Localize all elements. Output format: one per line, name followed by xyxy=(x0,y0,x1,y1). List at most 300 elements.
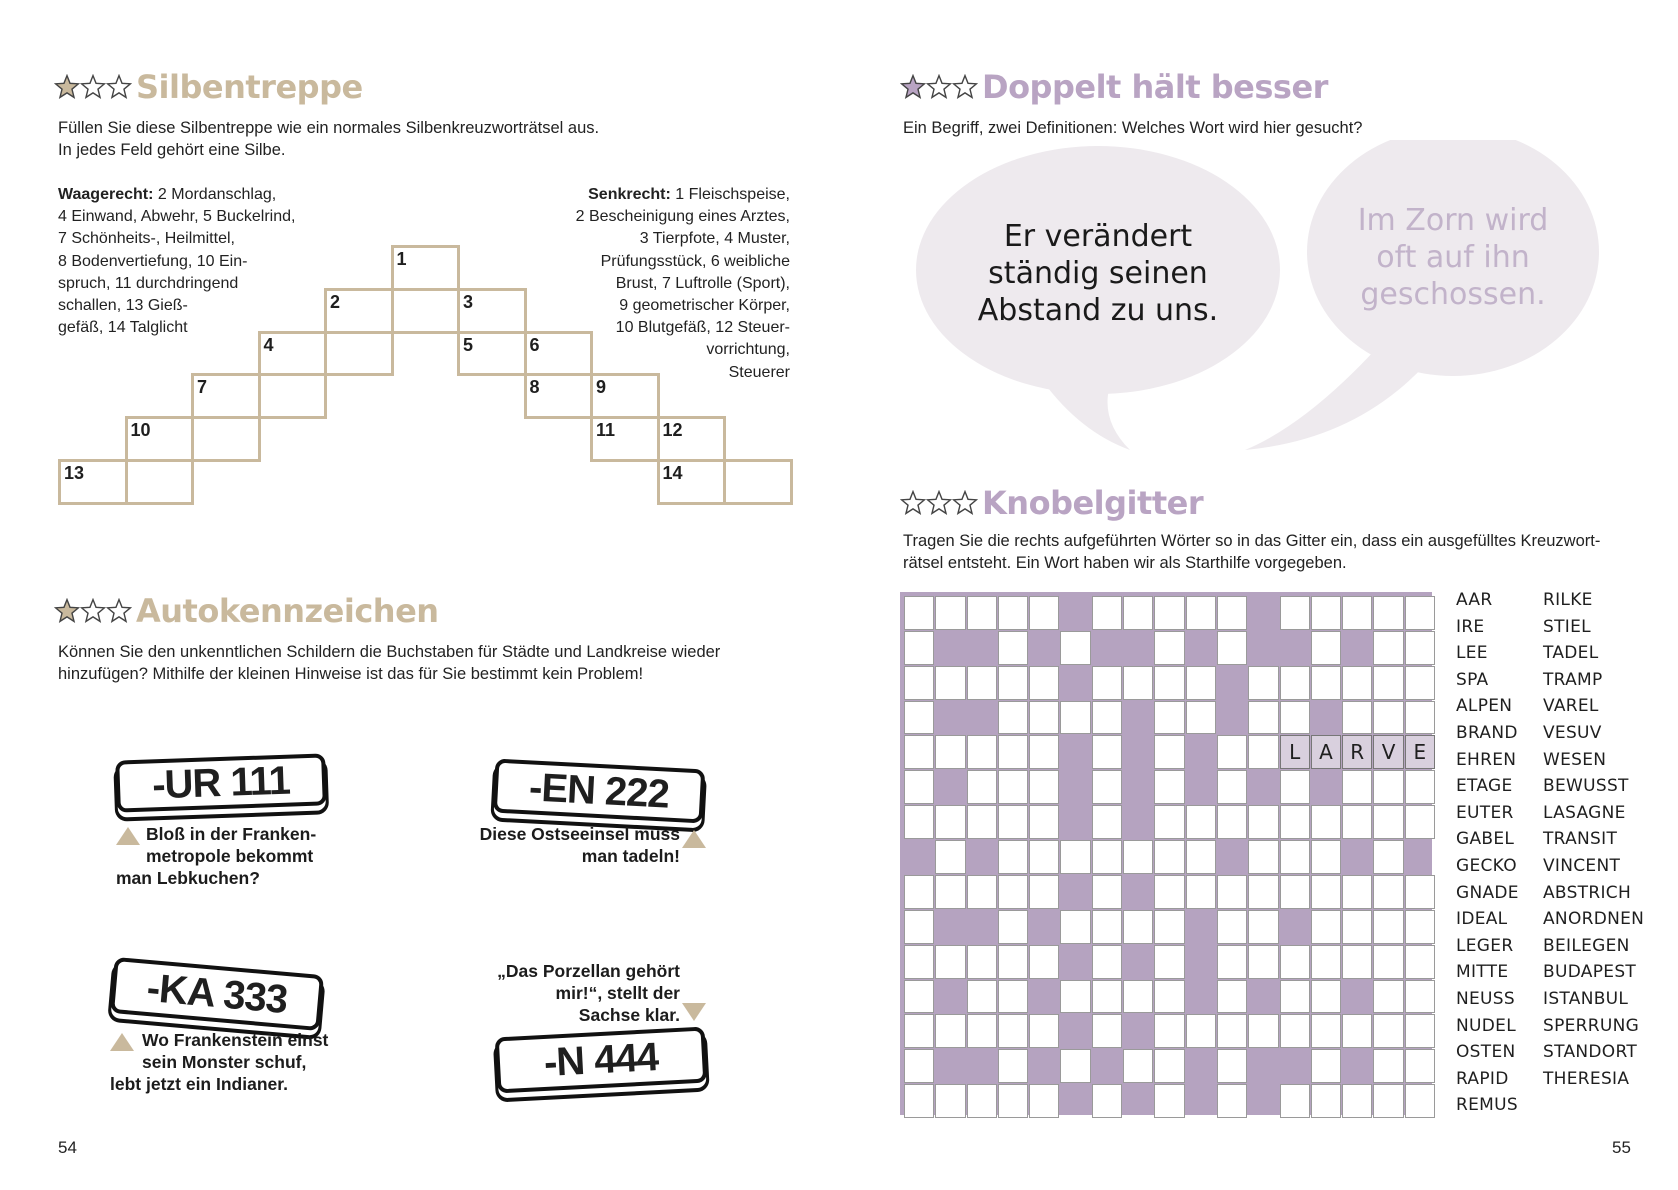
grid-cell[interactable] xyxy=(1405,666,1435,700)
grid-cell[interactable] xyxy=(1029,770,1059,804)
grid-cell[interactable] xyxy=(1248,910,1278,944)
grid-cell[interactable] xyxy=(998,1084,1028,1118)
grid-cell[interactable] xyxy=(1405,875,1435,909)
intro-line: hinzufügen? Mithilfe der kleinen Hinweise ist das für Sie bestimmt kein Problem! xyxy=(58,665,644,683)
grid-cell[interactable] xyxy=(1248,805,1278,839)
plate-text: -EN 222 xyxy=(528,764,670,817)
grid-cell[interactable] xyxy=(1217,875,1247,909)
stair-cell-number: 1 xyxy=(396,249,407,269)
grid-cell[interactable] xyxy=(1373,980,1403,1014)
grid-cell[interactable] xyxy=(1405,770,1435,804)
grid-cell[interactable] xyxy=(904,875,934,909)
grid-cell[interactable] xyxy=(967,875,997,909)
grid-cell-given: L xyxy=(1280,735,1310,769)
section-title: Doppelt hält besser xyxy=(982,68,1328,106)
grid-cell[interactable] xyxy=(1373,666,1403,700)
grid-cell[interactable] xyxy=(1154,1049,1184,1083)
stair-cell-number: 13 xyxy=(64,463,85,483)
grid-cell[interactable] xyxy=(1405,1084,1435,1118)
word-item: STANDORT xyxy=(1543,1042,1638,1063)
grid-cell[interactable] xyxy=(1186,805,1216,839)
clue-line: vorrichtung, xyxy=(706,341,790,359)
grid-cell[interactable] xyxy=(1373,805,1403,839)
grid-cell[interactable] xyxy=(1123,1049,1153,1083)
word-item: RILKE xyxy=(1543,590,1593,610)
license-plate-2 xyxy=(493,759,706,824)
grid-cell[interactable] xyxy=(935,1084,965,1118)
grid-cell[interactable] xyxy=(1092,805,1122,839)
grid-cell[interactable] xyxy=(998,701,1028,735)
grid-cell[interactable] xyxy=(1373,1049,1403,1083)
word-item: BEILEGEN xyxy=(1543,935,1630,956)
grid-cell[interactable] xyxy=(1405,980,1435,1014)
plate-text: -UR 111 xyxy=(151,758,291,807)
grid-cell[interactable] xyxy=(1092,840,1122,874)
grid-cell[interactable] xyxy=(1248,666,1278,700)
grid-cell[interactable] xyxy=(1373,631,1403,665)
word-item: IRE xyxy=(1456,616,1485,637)
grid-cell[interactable] xyxy=(1280,1084,1310,1118)
grid-cell[interactable] xyxy=(1092,980,1122,1014)
grid-cell[interactable] xyxy=(1217,945,1247,979)
knobelgitter-heading xyxy=(900,484,1203,522)
word-item: EHREN xyxy=(1456,749,1517,770)
grid-cell[interactable] xyxy=(904,666,934,700)
grid-cell[interactable] xyxy=(1092,875,1122,909)
grid-cell[interactable] xyxy=(904,631,934,665)
grid-cell[interactable] xyxy=(1342,875,1372,909)
grid-cell[interactable] xyxy=(1154,1084,1184,1118)
intro-line: In jedes Feld gehört eine Silbe. xyxy=(58,141,286,159)
grid-cell[interactable] xyxy=(1186,875,1216,909)
stair-cell[interactable] xyxy=(723,459,793,505)
grid-cell[interactable] xyxy=(1248,875,1278,909)
grid-cell[interactable] xyxy=(904,735,934,769)
waagerecht-clues xyxy=(58,184,341,339)
grid-cell[interactable] xyxy=(1029,805,1059,839)
grid-cell[interactable] xyxy=(1311,910,1341,944)
grid-cell[interactable] xyxy=(998,1049,1028,1083)
grid-cell[interactable] xyxy=(935,666,965,700)
grid-cell[interactable] xyxy=(1029,945,1059,979)
grid-cell[interactable] xyxy=(1342,1014,1372,1048)
grid-cell[interactable] xyxy=(1092,666,1122,700)
hint-line: lebt jetzt ein Indianer. xyxy=(110,1074,288,1094)
grid-cell[interactable] xyxy=(967,770,997,804)
grid-cell[interactable] xyxy=(1154,910,1184,944)
grid-cell[interactable] xyxy=(1060,840,1090,874)
grid-cell[interactable] xyxy=(1342,910,1372,944)
grid-cell[interactable] xyxy=(967,805,997,839)
clue-line: 2 Mordanschlag, xyxy=(157,186,277,203)
grid-cell[interactable] xyxy=(1280,875,1310,909)
grid-cell[interactable] xyxy=(904,910,934,944)
hint-line: mir!“, stellt der xyxy=(555,983,680,1003)
grid-cell[interactable] xyxy=(1373,1014,1403,1048)
grid-cell[interactable] xyxy=(1217,1014,1247,1048)
grid-cell[interactable] xyxy=(1248,1014,1278,1048)
license-plate-4 xyxy=(495,1027,708,1094)
grid-cell[interactable] xyxy=(1280,840,1310,874)
grid-cell[interactable] xyxy=(967,666,997,700)
word-item: BEWUSST xyxy=(1543,776,1629,797)
word-item: WESEN xyxy=(1543,749,1607,770)
grid-cell[interactable] xyxy=(1217,980,1247,1014)
word-item: THERESIA xyxy=(1543,1068,1630,1089)
grid-cell[interactable] xyxy=(1029,666,1059,700)
grid-cell[interactable] xyxy=(998,666,1028,700)
grid-cell[interactable] xyxy=(1186,1014,1216,1048)
grid-cell[interactable] xyxy=(1280,945,1310,979)
stair-cell-number: 14 xyxy=(662,463,683,483)
intro-line: rätsel entsteht. Ein Wort haben wir als Starthilfe vorgegeben. xyxy=(903,554,1347,572)
grid-cell[interactable] xyxy=(1280,770,1310,804)
stair-cell[interactable] xyxy=(191,416,261,462)
word-item: BUDAPEST xyxy=(1543,962,1637,983)
grid-cell[interactable] xyxy=(1373,910,1403,944)
grid-cell[interactable] xyxy=(904,770,934,804)
stair-cell-number: 7 xyxy=(197,377,208,398)
bubble-line: Er verändert xyxy=(1003,219,1193,254)
word-item: RAPID xyxy=(1456,1068,1509,1089)
hint-line: sein Monster schuf, xyxy=(142,1052,307,1072)
grid-cell[interactable] xyxy=(935,840,965,874)
word-item: EUTER xyxy=(1456,802,1514,823)
grid-cell[interactable] xyxy=(1311,1014,1341,1048)
knobelgitter-grid xyxy=(900,592,1432,1115)
grid-cell[interactable] xyxy=(1311,805,1341,839)
clue-line: gefäß, 14 Talglicht xyxy=(58,319,188,337)
grid-cell[interactable] xyxy=(1060,701,1090,735)
doppelt-heading xyxy=(900,68,1328,106)
grid-cell[interactable] xyxy=(904,805,934,839)
grid-cell[interactable] xyxy=(1405,910,1435,944)
waagerecht-label: Waagerecht: xyxy=(58,186,154,203)
bubble-line: oft auf ihn xyxy=(1376,240,1530,275)
grid-cell[interactable] xyxy=(1092,1014,1122,1048)
plate-text: -KA 333 xyxy=(145,965,289,1022)
grid-cell[interactable] xyxy=(1217,1084,1247,1118)
grid-cell[interactable] xyxy=(1154,770,1184,804)
bubble-text-2 xyxy=(1320,202,1586,313)
grid-cell[interactable] xyxy=(1280,805,1310,839)
grid-cell[interactable] xyxy=(967,1014,997,1048)
grid-cell[interactable] xyxy=(935,1014,965,1048)
word-item: LASAGNE xyxy=(1543,802,1626,823)
star-icon xyxy=(80,74,106,100)
grid-cell[interactable] xyxy=(1154,631,1184,665)
clue-line: schallen, 13 Gieß- xyxy=(58,297,188,315)
grid-cell[interactable] xyxy=(1123,596,1153,630)
word-item: ISTANBUL xyxy=(1543,988,1629,1009)
clue-line: 3 Tierpfote, 4 Muster, xyxy=(639,230,790,248)
grid-cell[interactable] xyxy=(1029,875,1059,909)
grid-cell[interactable] xyxy=(1248,701,1278,735)
word-item: NEUSS xyxy=(1456,988,1515,1009)
grid-cell[interactable] xyxy=(1060,910,1090,944)
grid-cell[interactable] xyxy=(1342,805,1372,839)
grid-cell[interactable] xyxy=(904,945,934,979)
grid-cell[interactable] xyxy=(998,1014,1028,1048)
bubble-text-1 xyxy=(930,218,1266,329)
grid-cell[interactable] xyxy=(904,701,934,735)
grid-cell-given: A xyxy=(1311,735,1341,769)
stair-cell[interactable] xyxy=(125,459,195,505)
word-list-col-2 xyxy=(1543,587,1644,1092)
grid-cell[interactable] xyxy=(998,631,1028,665)
grid-cell[interactable] xyxy=(1280,1014,1310,1048)
grid-cell[interactable] xyxy=(1123,910,1153,944)
silbentreppe-heading xyxy=(54,68,363,106)
bubble-line: Abstand zu uns. xyxy=(977,293,1219,328)
word-item: LEE xyxy=(1456,643,1488,664)
difficulty-stars xyxy=(54,598,132,624)
grid-cell[interactable] xyxy=(1217,910,1247,944)
grid-cell[interactable] xyxy=(1342,945,1372,979)
grid-cell[interactable] xyxy=(1154,596,1184,630)
grid-cell[interactable] xyxy=(1311,631,1341,665)
grid-cell[interactable] xyxy=(1311,875,1341,909)
grid-cell[interactable] xyxy=(1373,701,1403,735)
grid-cell[interactable] xyxy=(1217,805,1247,839)
stair-cell-number: 11 xyxy=(596,420,616,441)
word-item: NUDEL xyxy=(1456,1015,1516,1036)
grid-cell[interactable] xyxy=(1217,596,1247,630)
grid-cell[interactable] xyxy=(998,735,1028,769)
hint-line: man Lebkuchen? xyxy=(116,868,260,888)
grid-cell[interactable] xyxy=(998,910,1028,944)
grid-cell[interactable] xyxy=(1311,1049,1341,1083)
grid-cell[interactable] xyxy=(1060,1049,1090,1083)
grid-cell[interactable] xyxy=(1248,945,1278,979)
hint-line: Wo Frankenstein einst xyxy=(142,1030,329,1050)
word-item: TRAMP xyxy=(1543,669,1603,690)
grid-cell[interactable] xyxy=(935,596,965,630)
grid-cell[interactable] xyxy=(1154,945,1184,979)
grid-cell[interactable] xyxy=(1342,596,1372,630)
word-item: TRANSIT xyxy=(1543,829,1618,850)
grid-cell[interactable] xyxy=(1092,910,1122,944)
grid-cell[interactable] xyxy=(967,735,997,769)
bubble-line: Im Zorn wird xyxy=(1357,203,1549,238)
grid-cell[interactable] xyxy=(1311,1084,1341,1118)
word-item: ALPEN xyxy=(1456,696,1513,717)
star-icon xyxy=(926,74,952,100)
word-item: ETAGE xyxy=(1456,776,1513,797)
grid-cell[interactable] xyxy=(904,1084,934,1118)
grid-cell[interactable] xyxy=(904,596,934,630)
grid-cell[interactable] xyxy=(998,875,1028,909)
grid-cell[interactable] xyxy=(1154,666,1184,700)
grid-cell[interactable] xyxy=(1123,980,1153,1014)
grid-cell[interactable] xyxy=(1092,701,1122,735)
stair-cell[interactable] xyxy=(258,373,328,419)
grid-cell[interactable] xyxy=(1186,596,1216,630)
clue-line: Brust, 7 Luftrolle (Sport), xyxy=(615,274,790,292)
grid-cell[interactable] xyxy=(1186,840,1216,874)
page-number-left: 54 xyxy=(58,1138,77,1157)
grid-cell[interactable] xyxy=(1373,770,1403,804)
license-plate-1 xyxy=(115,753,327,812)
grid-cell[interactable] xyxy=(998,805,1028,839)
grid-cell[interactable] xyxy=(1217,770,1247,804)
clue-line: 9 geometrischer Körper, xyxy=(619,297,790,315)
grid-cell[interactable] xyxy=(1186,701,1216,735)
star-icon xyxy=(952,490,978,516)
grid-cell[interactable] xyxy=(935,735,965,769)
word-item: OSTEN xyxy=(1456,1042,1516,1063)
grid-cell[interactable] xyxy=(967,945,997,979)
autokennzeichen-heading xyxy=(54,592,439,630)
grid-cell[interactable] xyxy=(1311,840,1341,874)
stair-cell-number: 6 xyxy=(529,334,540,355)
grid-cell[interactable] xyxy=(1092,735,1122,769)
grid-cell[interactable] xyxy=(1154,805,1184,839)
word-item: VAREL xyxy=(1543,696,1599,717)
clue-line: 8 Bodenvertiefung, 10 Ein- xyxy=(58,252,248,270)
grid-cell[interactable] xyxy=(1123,666,1153,700)
silbentreppe-intro xyxy=(58,117,599,161)
grid-cell[interactable] xyxy=(1029,1014,1059,1048)
bubble-line: ständig seinen xyxy=(988,256,1208,291)
grid-cell[interactable] xyxy=(1186,666,1216,700)
word-item: LEGER xyxy=(1456,935,1514,956)
grid-cell[interactable] xyxy=(904,980,934,1014)
grid-cell[interactable] xyxy=(967,1084,997,1118)
stair-cell-number: 10 xyxy=(130,420,151,441)
license-plate-3 xyxy=(110,957,324,1031)
grid-cell[interactable] xyxy=(904,1014,934,1048)
grid-cell[interactable] xyxy=(1060,631,1090,665)
hint-line: metropole bekommt xyxy=(146,846,314,866)
grid-cell[interactable] xyxy=(1405,805,1435,839)
grid-cell[interactable] xyxy=(1154,875,1184,909)
autokennzeichen-intro xyxy=(58,641,720,685)
grid-cell[interactable] xyxy=(935,875,965,909)
grid-cell[interactable] xyxy=(1373,945,1403,979)
grid-cell[interactable] xyxy=(1280,666,1310,700)
star-icon xyxy=(900,74,926,100)
grid-cell[interactable] xyxy=(935,805,965,839)
grid-cell[interactable] xyxy=(967,596,997,630)
grid-cell[interactable] xyxy=(904,1049,934,1083)
grid-cell[interactable] xyxy=(1405,631,1435,665)
grid-cell[interactable] xyxy=(1405,701,1435,735)
grid-cell[interactable] xyxy=(1342,1084,1372,1118)
grid-cell[interactable] xyxy=(1029,596,1059,630)
grid-cell[interactable] xyxy=(1373,596,1403,630)
grid-cell[interactable] xyxy=(1248,840,1278,874)
doppelt-intro: Ein Begriff, zwei Definitionen: Welches Wort wird hier gesucht? xyxy=(903,119,1363,137)
grid-cell[interactable] xyxy=(1154,701,1184,735)
grid-cell[interactable] xyxy=(1342,666,1372,700)
grid-cell[interactable] xyxy=(998,980,1028,1014)
grid-cell[interactable] xyxy=(1342,770,1372,804)
word-item: GABEL xyxy=(1456,829,1515,850)
grid-cell[interactable] xyxy=(1373,1084,1403,1118)
grid-cell[interactable] xyxy=(1342,701,1372,735)
stair-cell-number: 9 xyxy=(596,377,607,398)
star-icon xyxy=(54,598,80,624)
word-item: GECKO xyxy=(1456,855,1517,876)
grid-cell[interactable] xyxy=(1060,980,1090,1014)
senkrecht-label: Senkrecht: xyxy=(588,186,671,203)
star-icon xyxy=(952,74,978,100)
grid-cell[interactable] xyxy=(1405,1014,1435,1048)
triangle-down-icon xyxy=(682,1003,706,1021)
intro-line: Füllen Sie diese Silbentreppe wie ein normales Silbenkreuzworträtsel aus. xyxy=(58,119,600,137)
stair-cell[interactable] xyxy=(324,331,394,377)
page-number-right: 55 xyxy=(1612,1138,1631,1157)
word-item: SPERRUNG xyxy=(1543,1015,1640,1036)
difficulty-stars xyxy=(900,74,978,100)
grid-cell[interactable] xyxy=(1029,1084,1059,1118)
knobelgitter-intro xyxy=(903,530,1600,574)
star-icon xyxy=(926,490,952,516)
grid-cell[interactable] xyxy=(1217,735,1247,769)
grid-cell[interactable] xyxy=(1311,980,1341,1014)
grid-cell[interactable] xyxy=(935,945,965,979)
grid-cell[interactable] xyxy=(1373,840,1403,874)
grid-cell[interactable] xyxy=(1311,666,1341,700)
grid-cell[interactable] xyxy=(1154,840,1184,874)
clue-line: 1 Fleischspeise, xyxy=(675,186,790,203)
grid-cell[interactable] xyxy=(998,770,1028,804)
grid-cell[interactable] xyxy=(1092,596,1122,630)
grid-cell[interactable] xyxy=(1154,980,1184,1014)
stair-cell[interactable] xyxy=(391,288,461,334)
hint-line: Sachse klar. xyxy=(578,1005,680,1025)
grid-cell[interactable] xyxy=(1405,1049,1435,1083)
grid-cell[interactable] xyxy=(1311,596,1341,630)
grid-cell[interactable] xyxy=(1280,596,1310,630)
word-item: TADEL xyxy=(1543,643,1599,664)
grid-cell[interactable] xyxy=(1029,840,1059,874)
star-icon xyxy=(106,74,132,100)
grid-cell[interactable] xyxy=(998,945,1028,979)
grid-cell[interactable] xyxy=(1029,701,1059,735)
grid-cell[interactable] xyxy=(1123,840,1153,874)
grid-cell[interactable] xyxy=(998,840,1028,874)
grid-cell[interactable] xyxy=(1154,1014,1184,1048)
grid-cell[interactable] xyxy=(1092,945,1122,979)
grid-cell[interactable] xyxy=(1311,945,1341,979)
word-item: ANORDNEN xyxy=(1543,909,1645,930)
grid-cell[interactable] xyxy=(1405,945,1435,979)
grid-cell[interactable] xyxy=(1092,770,1122,804)
grid-cell[interactable] xyxy=(1248,735,1278,769)
grid-cell[interactable] xyxy=(998,596,1028,630)
stair-cell-number: 3 xyxy=(463,291,474,312)
word-item: REMUS xyxy=(1456,1095,1518,1116)
clue-line: 10 Blutgefäß, 12 Steuer- xyxy=(615,319,790,337)
grid-cell[interactable] xyxy=(1092,1084,1122,1118)
grid-cell[interactable] xyxy=(1373,875,1403,909)
grid-cell[interactable] xyxy=(1217,1049,1247,1083)
plate-hint-1 xyxy=(116,823,356,889)
word-item: ABSTRICH xyxy=(1543,882,1632,903)
stair-cell-number: 4 xyxy=(263,334,274,355)
grid-cell[interactable] xyxy=(1029,735,1059,769)
intro-line: Tragen Sie die rechts aufgeführten Wörter so in das Gitter ein, dass ein ausgefülltes Kreuzwort- xyxy=(903,532,1601,550)
grid-cell[interactable] xyxy=(1154,735,1184,769)
grid-cell[interactable] xyxy=(1217,631,1247,665)
grid-cell[interactable] xyxy=(967,980,997,1014)
grid-cell[interactable] xyxy=(1280,980,1310,1014)
grid-cell[interactable] xyxy=(1405,596,1435,630)
hint-line: Diese Ostseeinsel muss xyxy=(479,824,680,844)
grid-cell[interactable] xyxy=(1280,701,1310,735)
